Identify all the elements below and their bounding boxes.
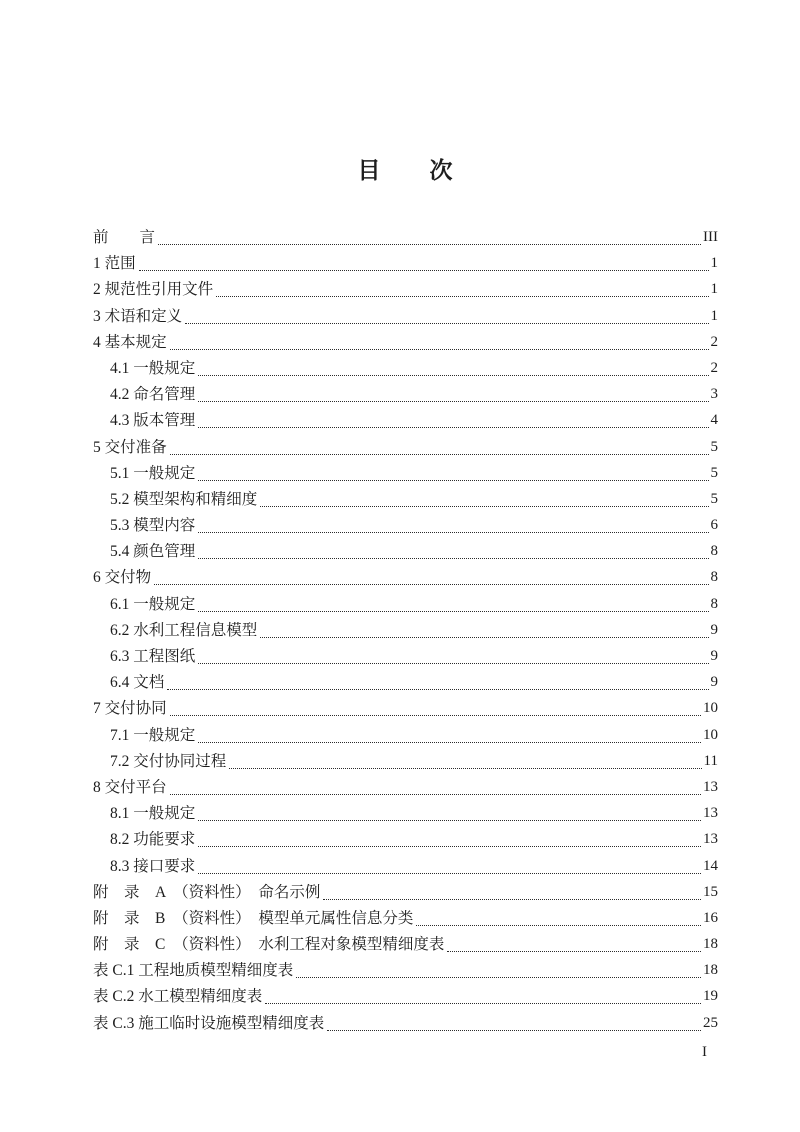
dot-leader bbox=[198, 856, 701, 874]
toc-entry-page: 1 bbox=[710, 281, 718, 298]
dot-leader bbox=[323, 882, 701, 900]
dot-leader bbox=[170, 777, 701, 795]
toc-entry-label: 附 录 C （资料性） 水利工程对象模型精细度表 bbox=[93, 936, 445, 954]
dot-leader bbox=[198, 594, 708, 612]
dot-leader bbox=[170, 437, 709, 455]
toc-entry bbox=[93, 437, 718, 463]
toc-entry-label: 8.3 接口要求 bbox=[110, 857, 196, 875]
dot-leader bbox=[158, 227, 701, 245]
toc-entry-page: 6 bbox=[710, 517, 718, 534]
toc-entry-label: 6.3 工程图纸 bbox=[110, 648, 196, 665]
toc-entry bbox=[93, 384, 718, 410]
toc-entry bbox=[93, 803, 718, 829]
toc-entry-label: 5.2 模型架构和精细度 bbox=[110, 490, 258, 508]
toc-entry-page: 9 bbox=[710, 621, 718, 638]
toc-entry bbox=[93, 856, 718, 882]
toc-entry-page: 1 bbox=[710, 255, 718, 272]
toc-entry-label: 表 C.3 施工临时设施模型精细度表 bbox=[93, 1014, 325, 1032]
dot-leader bbox=[327, 1013, 701, 1031]
toc-entry-label: 附 录 B （资料性） 模型单元属性信息分类 bbox=[93, 909, 414, 927]
toc-entry-page: 25 bbox=[703, 1014, 718, 1031]
toc-entry-page: 13 bbox=[703, 831, 718, 848]
toc-entry bbox=[93, 306, 718, 332]
dot-leader bbox=[198, 384, 708, 402]
dot-leader bbox=[198, 803, 701, 821]
toc-entry-label: 8.2 功能要求 bbox=[110, 831, 196, 849]
toc-entry-page: 5 bbox=[710, 438, 718, 455]
footer-page-number: I bbox=[702, 1043, 707, 1060]
toc-entry-page: 8 bbox=[710, 543, 718, 560]
toc-entry-page: 4 bbox=[710, 412, 718, 429]
toc-entry bbox=[93, 1013, 718, 1039]
toc-entry bbox=[93, 934, 718, 960]
toc-entry-label: 8.1 一般规定 bbox=[110, 805, 196, 823]
toc-entry-page: III bbox=[703, 229, 718, 245]
toc-entry-label: 6.1 一般规定 bbox=[110, 595, 196, 613]
toc-entry-page: 10 bbox=[703, 726, 718, 743]
dot-leader bbox=[296, 960, 701, 978]
toc-entry-label: 5.4 颜色管理 bbox=[110, 543, 196, 561]
toc-entry-label: 4.2 命名管理 bbox=[110, 386, 196, 404]
toc-entry bbox=[93, 882, 718, 908]
toc-entry-label: 7 交付协同 bbox=[93, 700, 167, 718]
dot-leader bbox=[198, 725, 701, 743]
dot-leader bbox=[198, 515, 708, 533]
toc-entry bbox=[93, 908, 718, 934]
toc-entry bbox=[93, 672, 718, 698]
toc-entry bbox=[93, 279, 718, 305]
toc-entry-label: 1 范围 bbox=[93, 255, 136, 273]
toc-entry bbox=[93, 541, 718, 567]
dot-leader bbox=[198, 646, 708, 664]
toc-entry bbox=[93, 594, 718, 620]
toc-entry-label: 前 言 bbox=[93, 229, 156, 246]
toc-entry-label: 7.1 一般规定 bbox=[110, 726, 196, 744]
toc-entry-page: 18 bbox=[703, 936, 718, 953]
toc-entry-label: 附 录 A （资料性） 命名示例 bbox=[93, 883, 321, 901]
toc-entry bbox=[93, 332, 718, 358]
dot-leader bbox=[216, 279, 708, 297]
toc-entry-page: 13 bbox=[703, 778, 718, 795]
toc-entry-label: 5.1 一般规定 bbox=[110, 464, 196, 482]
toc-entry-label: 4 基本规定 bbox=[93, 333, 167, 351]
toc-entry bbox=[93, 646, 718, 672]
dot-leader bbox=[265, 986, 701, 1004]
toc-entry bbox=[93, 698, 718, 724]
toc-entry-label: 5 交付准备 bbox=[93, 438, 167, 456]
toc-entry-page: 8 bbox=[710, 569, 718, 586]
toc-entry bbox=[93, 463, 718, 489]
toc-entry-page: 16 bbox=[703, 909, 718, 926]
toc-entry-label: 6 交付物 bbox=[93, 569, 152, 587]
dot-leader bbox=[170, 698, 701, 716]
dot-leader bbox=[260, 620, 708, 638]
toc-entry-page: 5 bbox=[710, 490, 718, 507]
page-title: 目 次 bbox=[357, 157, 454, 183]
toc-entry-page: 2 bbox=[710, 359, 718, 376]
toc-entry-label: 表 C.2 水工模型精细度表 bbox=[93, 988, 263, 1006]
toc-entry bbox=[93, 829, 718, 855]
toc-entry-page: 15 bbox=[703, 883, 718, 900]
dot-leader bbox=[185, 306, 708, 324]
dot-leader bbox=[447, 934, 701, 952]
toc-entry-page: 10 bbox=[703, 700, 718, 717]
toc-entry-page: 11 bbox=[703, 752, 718, 769]
dot-leader bbox=[198, 829, 701, 847]
dot-leader bbox=[154, 567, 708, 585]
toc-entry bbox=[93, 986, 718, 1012]
toc-entry bbox=[93, 358, 718, 384]
toc-entry-label: 2 规范性引用文件 bbox=[93, 281, 214, 299]
toc-entry-page: 1 bbox=[710, 307, 718, 324]
toc-entry-page: 13 bbox=[703, 805, 718, 822]
toc-entry bbox=[93, 620, 718, 646]
dot-leader bbox=[198, 358, 708, 376]
toc-entry-label: 表 C.1 工程地质模型精细度表 bbox=[93, 962, 294, 980]
toc-entry-label: 6.4 文档 bbox=[110, 674, 165, 692]
toc-entry-label: 3 术语和定义 bbox=[93, 307, 183, 325]
dot-leader bbox=[198, 541, 708, 559]
toc-entry bbox=[93, 515, 718, 541]
dot-leader bbox=[416, 908, 701, 926]
dot-leader bbox=[198, 410, 708, 428]
toc-entry-page: 5 bbox=[710, 464, 718, 481]
toc-entry-page: 2 bbox=[710, 333, 718, 350]
dot-leader bbox=[260, 489, 708, 507]
toc-entry bbox=[93, 777, 718, 803]
toc-entry-page: 8 bbox=[710, 595, 718, 612]
toc-entry-label: 7.2 交付协同过程 bbox=[110, 752, 227, 770]
dot-leader bbox=[170, 332, 709, 350]
toc-entry-label: 8 交付平台 bbox=[93, 778, 167, 796]
toc-entry-label: 5.3 模型内容 bbox=[110, 517, 196, 535]
toc-entry-page: 19 bbox=[703, 988, 718, 1005]
toc-entry bbox=[93, 751, 718, 777]
toc-entry bbox=[93, 489, 718, 515]
dot-leader bbox=[229, 751, 701, 769]
toc-list bbox=[93, 227, 718, 1039]
toc-entry-page: 18 bbox=[703, 962, 718, 979]
toc-entry bbox=[93, 227, 718, 253]
toc-entry-label: 4.3 版本管理 bbox=[110, 412, 196, 430]
toc-entry-label: 6.2 水利工程信息模型 bbox=[110, 621, 258, 639]
toc-entry bbox=[93, 567, 718, 593]
toc-entry bbox=[93, 410, 718, 436]
dot-leader bbox=[198, 463, 708, 481]
toc-entry bbox=[93, 725, 718, 751]
toc-entry-label: 4.1 一般规定 bbox=[110, 359, 196, 377]
toc-entry bbox=[93, 960, 718, 986]
dot-leader bbox=[139, 253, 709, 271]
dot-leader bbox=[167, 672, 708, 690]
toc-entry-page: 9 bbox=[710, 674, 718, 691]
toc-entry-page: 14 bbox=[703, 857, 718, 874]
toc-entry-page: 9 bbox=[710, 648, 718, 664]
toc-entry-page: 3 bbox=[710, 386, 718, 403]
toc-entry bbox=[93, 253, 718, 279]
